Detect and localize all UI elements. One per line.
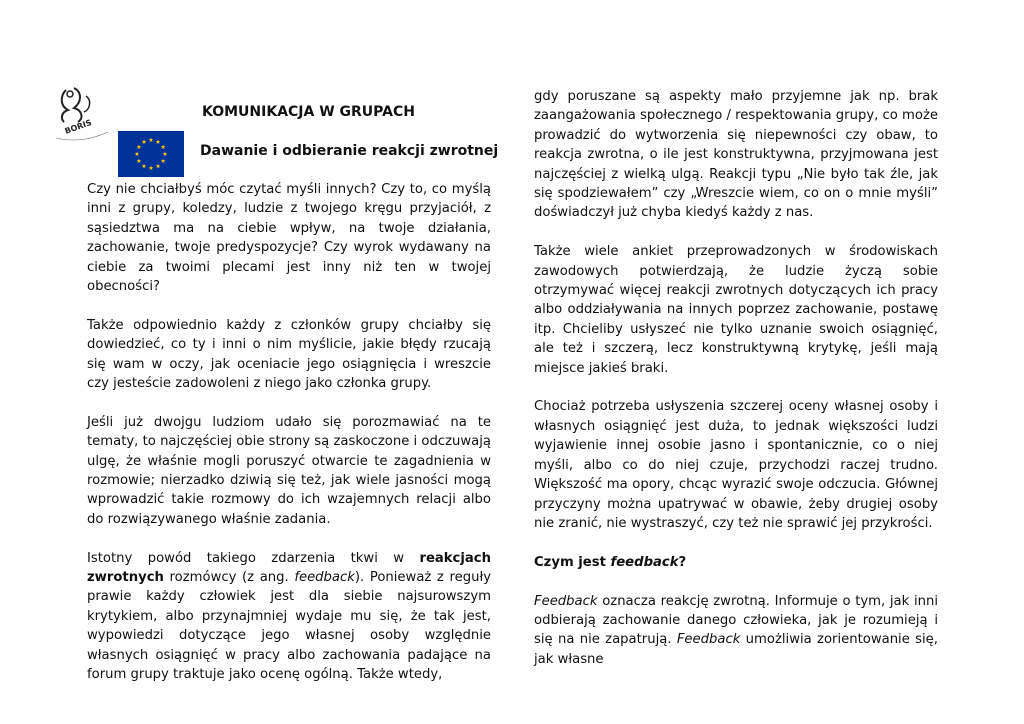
paragraph: Istotny powód takiego zdarzenia tkwi w reakcjach zwrotnych rozmówcy (z ang. feedback). Ponieważ z reguły prawie każdy człowiek jest dla siebie najsurowszym krytykiem, albo przynajmniej wydaje mu się, że tak jest, wypowiedzi dotyczące jego własnej osoby względnie własnych osiągnięć w pracy albo zachowania padające na forum grupy traktuje jako ocenę ogólną. Także wtedy, xyxy=(87,550,491,683)
paragraph: Także odpowiednio każdy z członków grupy chciałby się dowiedzieć, co ty i inni o nim myślicie, jakie błędy rzucają się wam w oczy, jak oceniacie jego osiągnięcia i wreszcie czy jesteście zadowoleni z niego jako członka grupy. xyxy=(87,317,491,392)
document-title: KOMUNIKACJA W GRUPACH xyxy=(202,104,415,120)
paragraph: Czy nie chciałbyś móc czytać myśli innych? Czy to, co myślą inni z grupy, koledzy, ludzie z twojego kręgu przyjaciół, z sąsiedztwa ma na ciebie wpływ, na twoje działania, zachowanie, twoje predyspozycje? Czy wyrok wydawany na ciebie za twoimi plecami jest inny niż ten w twojej obecności? xyxy=(87,182,491,295)
section-heading: Czym jest feedback? xyxy=(534,554,687,570)
paragraph: gdy poruszane są aspekty mało przyjemne jak np. brak zaangażowania społecznego / respektowania grupy, co może prowadzić do wytworzenia się niepewności czy obaw, to reakcja zwrotna, o ile jest konstruktywna, przyjmowana jest najczęściej z wielką ulgą. Reakcji typu „Nie było tak źle, jak się spodziewałem” czy „Wreszcie wiem, co on o mnie myśli” doświadczył już chyba kiedyś każdy z nas. xyxy=(534,89,938,221)
paragraph: Także wiele ankiet przeprowadzonych w środowiskach zawodowych potwierdzają, że ludzie życzą sobie otrzymywać więcej reakcji zwrotnych dotyczących ich pracy albo oddziaływania na innych poprzez zachowanie, postawę itp. Chcieliby usłyszeć nie tylko uznanie swoich osiągnięć, ale też i szczerą, lecz konstruktywną krytykę, jeśli mają miejsce jakieś braki. xyxy=(534,244,938,376)
logo-text: BORIS xyxy=(63,117,93,136)
right-column xyxy=(534,87,938,689)
document-subtitle: Dawanie i odbieranie reakcji zwrotnej xyxy=(200,143,499,159)
paragraph: Feedback oznacza reakcję zwrotną. Informuje o tym, jak inni odbierają zachowanie danego człowieka, jak je rozumieją i się na nie zapatrują. Feedback umożliwia zorientowanie się, jak własne xyxy=(534,593,938,667)
paragraph: Chociaż potrzeba usłyszenia szczerej oceny własnej osoby i własnych osiągnięć jest duża, to jednak większości ludzi wyjawienie innej osobie jasno i spontanicznie, co o niej myśli, albo co do niej czuje, przychodzi raczej trudno. Większość ma opory, chcąc wyrazić swoje odczucia. Głównej przyczyny można upatrywać w obawie, żeby drugiej osoby nie zranić, nie wystraszyć, czy też nie sprawić jej przykrości. xyxy=(534,399,938,531)
left-column xyxy=(87,180,491,704)
boris-logo xyxy=(52,82,114,144)
eu-flag-icon xyxy=(118,131,184,177)
paragraph: Jeśli już dwojgu ludziom udało się porozmawiać na te tematy, to najczęściej obie strony są zaskoczone i odczuwają ulgę, że właśnie mogli poruszyć otwarcie te zagadnienia w rozmowie; nierzadko dziwią się też, jak wiele jasności mogą wprowadzić takie rozmowy do ich wzajemnych relacji albo do rozwiązywanego właśnie zadania. xyxy=(87,414,491,527)
